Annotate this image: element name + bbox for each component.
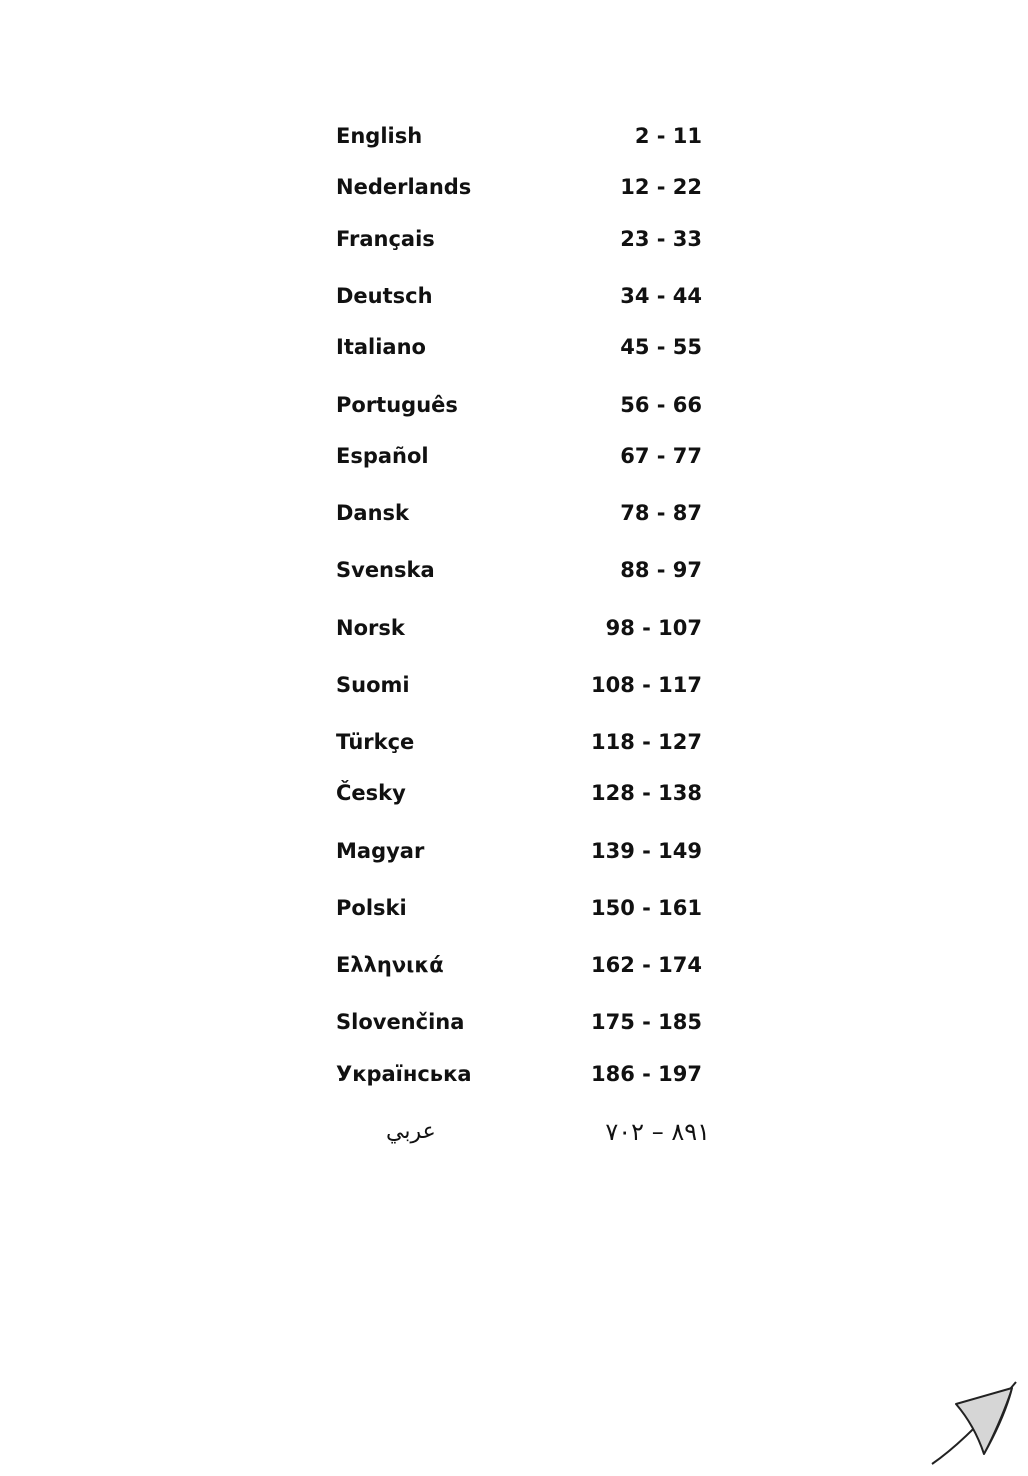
toc-page-range: 23 - 33 bbox=[620, 227, 702, 251]
toc-language: English bbox=[336, 124, 423, 148]
toc-page-range: 108 - 117 bbox=[590, 673, 702, 697]
toc-page-range: 56 - 66 bbox=[620, 393, 702, 417]
toc-row-svenska bbox=[336, 554, 702, 586]
toc-page-range: 186 - 197 bbox=[590, 1062, 702, 1086]
toc-row-deutsch bbox=[336, 280, 702, 312]
toc-row-suomi bbox=[336, 669, 702, 701]
toc-language: Slovenčina bbox=[336, 1010, 465, 1034]
toc-row-cesky bbox=[336, 777, 702, 809]
toc-language: Nederlands bbox=[336, 175, 472, 199]
toc-row-slovencina bbox=[336, 1006, 702, 1038]
toc-page-range: 150 - 161 bbox=[590, 896, 702, 920]
toc-row-polski bbox=[336, 892, 702, 924]
toc-language: Svenska bbox=[336, 558, 435, 582]
toc-row-portugues bbox=[336, 389, 702, 421]
toc-row-english bbox=[336, 120, 702, 152]
toc-language: Türkçe bbox=[336, 730, 415, 754]
page-curl-icon[interactable] bbox=[928, 1376, 1020, 1468]
toc-row-francais bbox=[336, 223, 702, 255]
toc-language: Magyar bbox=[336, 839, 425, 863]
toc-page-range: 139 - 149 bbox=[590, 839, 702, 863]
toc-row-espanol bbox=[336, 440, 702, 472]
toc-row-italiano bbox=[336, 331, 702, 363]
toc-page-range: 78 - 87 bbox=[620, 501, 702, 525]
toc-page-range: 88 - 97 bbox=[620, 558, 702, 582]
toc-language: عربي bbox=[386, 1119, 436, 1144]
toc-page-range: 128 - 138 bbox=[590, 781, 702, 805]
toc-page-range: 45 - 55 bbox=[620, 335, 702, 359]
toc-language: Português bbox=[336, 393, 458, 417]
toc-page-range: 98 - 107 bbox=[605, 616, 702, 640]
toc-page-range: 175 - 185 bbox=[590, 1010, 702, 1034]
toc-language: Українська bbox=[336, 1062, 472, 1086]
toc-page-range: 2 - 11 bbox=[634, 124, 702, 148]
toc-language: Español bbox=[336, 444, 429, 468]
toc-row-nederlands bbox=[336, 171, 702, 203]
toc-row-turkce bbox=[336, 726, 702, 758]
toc-row-norsk bbox=[336, 612, 702, 644]
toc-row-ellinika bbox=[336, 949, 702, 981]
toc-row-ukrainska bbox=[336, 1058, 702, 1090]
toc-language: Česky bbox=[336, 781, 406, 805]
toc-page-range: 12 - 22 bbox=[620, 175, 702, 199]
toc-language: Italiano bbox=[336, 335, 426, 359]
toc-page-range: ١٩٨ – ٢٠٧ bbox=[605, 1118, 710, 1146]
toc-page-range: 118 - 127 bbox=[590, 730, 702, 754]
toc-language: Français bbox=[336, 227, 435, 251]
toc-language: Deutsch bbox=[336, 284, 433, 308]
toc-language: Norsk bbox=[336, 616, 405, 640]
toc-page-range: 162 - 174 bbox=[590, 953, 702, 977]
toc-language: Dansk bbox=[336, 501, 410, 525]
toc-page-range: 34 - 44 bbox=[620, 284, 702, 308]
toc-row-magyar bbox=[336, 835, 702, 867]
toc-language: Polski bbox=[336, 896, 407, 920]
toc-row-dansk bbox=[336, 497, 702, 529]
toc-row-arabic bbox=[336, 1116, 710, 1148]
toc-language: Suomi bbox=[336, 673, 410, 697]
toc-language: Ελληνικά bbox=[336, 953, 444, 977]
toc-page-range: 67 - 77 bbox=[620, 444, 702, 468]
